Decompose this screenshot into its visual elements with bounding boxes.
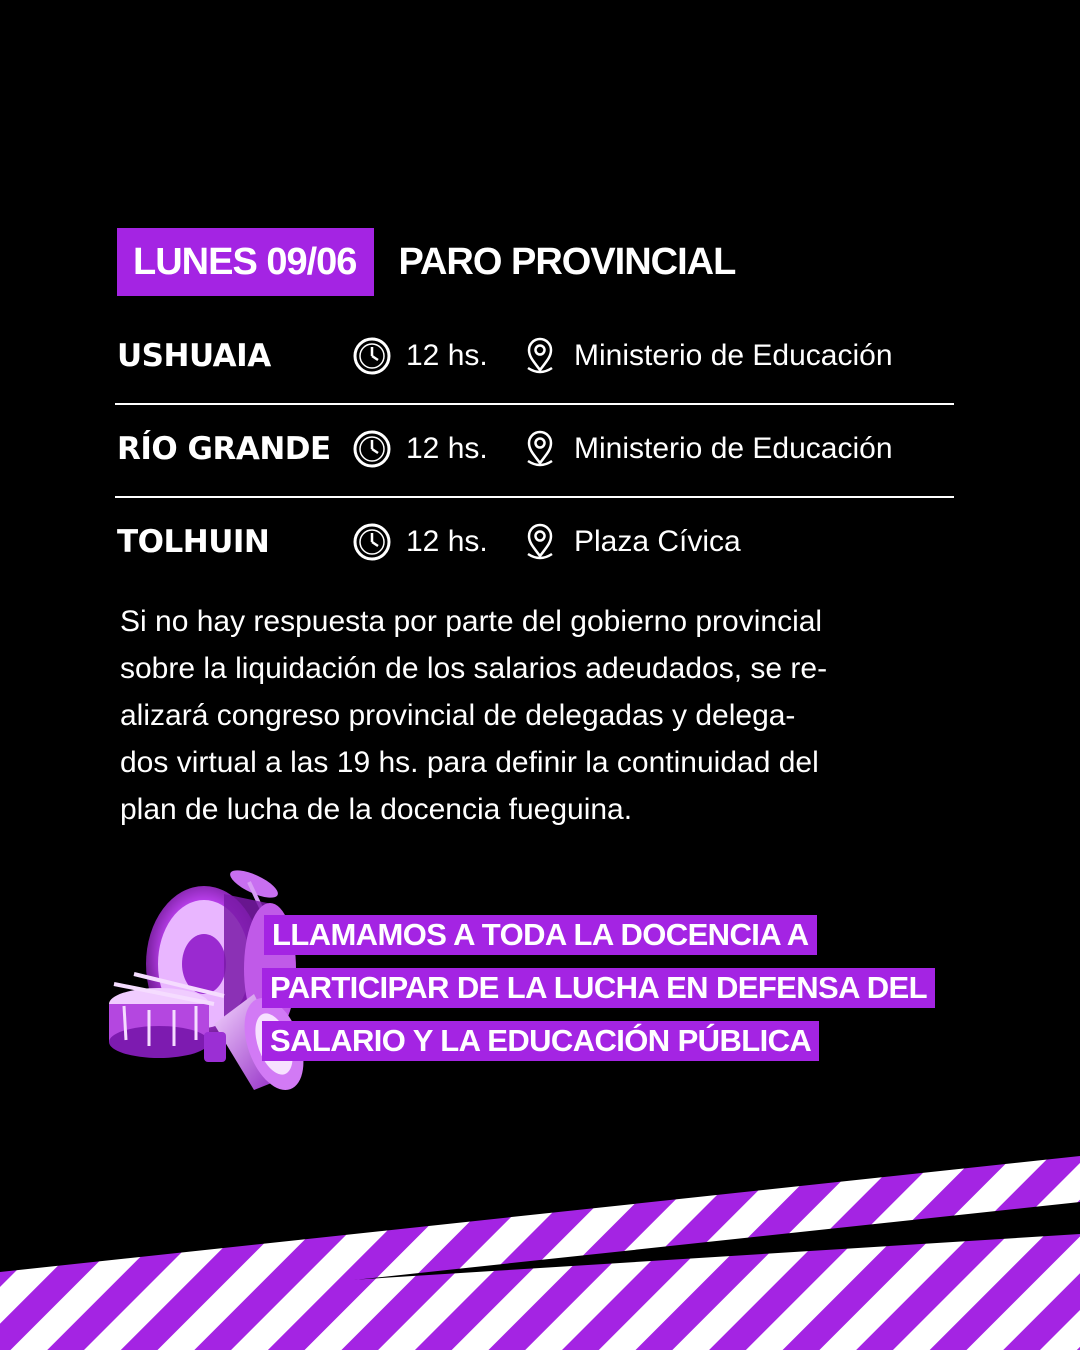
city-name: RÍO GRANDE — [117, 431, 331, 467]
paragraph-line: Si no hay respuesta por parte del gobierno provincial — [120, 605, 823, 638]
time-group — [352, 522, 488, 562]
caution-tape-upper — [0, 1156, 1080, 1318]
paragraph-line: dos virtual a las 19 hs. para definir la continuidad del — [120, 746, 819, 779]
place-group — [520, 336, 893, 376]
clock-icon — [352, 336, 392, 376]
place-text: Ministerio de Educación — [574, 432, 893, 465]
location-pin-icon — [520, 522, 560, 562]
call-to-action-line: PARTICIPAR DE LA LUCHA EN DEFENSA DEL — [262, 968, 935, 1008]
time-text: 12 hs. — [406, 525, 488, 558]
place-group — [520, 429, 893, 469]
caution-tape-lower — [0, 1234, 1080, 1350]
paragraph-line: sobre la liquidación de los salarios adeudados, se re- — [120, 652, 828, 685]
date-badge: LUNES 09/06 — [117, 228, 374, 296]
city-name: TOLHUIN — [117, 524, 270, 560]
paragraph-line: alizará congreso provincial de delegadas y delega- — [120, 699, 796, 732]
schedule-row — [117, 512, 953, 572]
place-text: Plaza Cívica — [574, 525, 741, 558]
time-text: 12 hs. — [406, 339, 488, 372]
time-group — [352, 336, 488, 376]
location-pin-icon — [520, 429, 560, 469]
location-pin-icon — [520, 336, 560, 376]
divider — [115, 403, 954, 405]
city-name: USHUAIA — [117, 338, 271, 374]
info-paragraph — [120, 598, 960, 833]
paragraph-line: plan de lucha de la docencia fueguina. — [120, 793, 633, 826]
event-title: PARO PROVINCIAL — [398, 240, 736, 283]
place-group — [520, 522, 741, 562]
call-to-action-line: LLAMAMOS A TODA LA DOCENCIA A — [264, 915, 817, 955]
time-group — [352, 429, 488, 469]
divider — [115, 496, 954, 498]
clock-icon — [352, 429, 392, 469]
time-text: 12 hs. — [406, 432, 488, 465]
place-text: Ministerio de Educación — [574, 339, 893, 372]
clock-icon — [352, 522, 392, 562]
header — [117, 228, 735, 296]
schedule-row — [117, 419, 953, 479]
call-to-action-line: SALARIO Y LA EDUCACIÓN PÚBLICA — [262, 1021, 819, 1061]
schedule-row — [117, 326, 953, 386]
